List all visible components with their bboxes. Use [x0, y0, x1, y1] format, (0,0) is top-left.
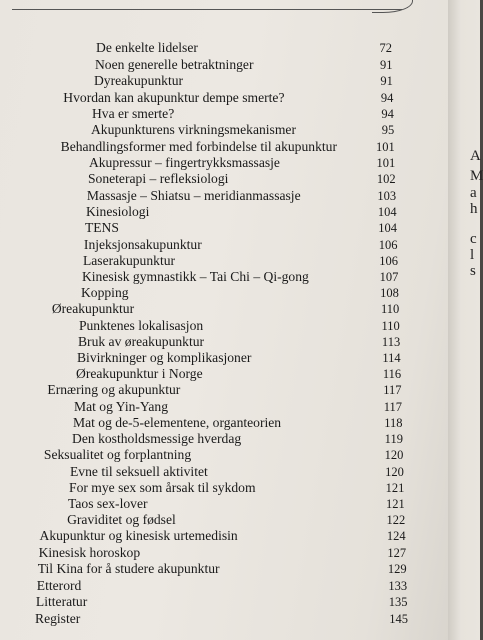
toc-leader-dots: [213, 464, 370, 480]
toc-entry[interactable]: [37, 578, 407, 594]
toc-entry-title: Punktenes lokalisasjon: [78, 318, 204, 333]
toc-page-number: 120: [385, 465, 404, 479]
toc-entry[interactable]: [35, 611, 408, 627]
toc-leader-dots: [285, 155, 361, 171]
toc-page-number: 124: [386, 529, 406, 543]
toc-entry-title: Taos sex-lover: [68, 496, 148, 511]
toc-page-number: 104: [378, 221, 398, 235]
facing-page-edge: [448, 0, 483, 640]
toc-leader-dots: [301, 122, 360, 138]
toc-entry-title: Massasje – Shiatsu – meridianmassasje: [86, 188, 301, 203]
toc-entry[interactable]: [95, 57, 393, 73]
toc-leader-dots: [134, 285, 365, 301]
toc-entry[interactable]: [91, 122, 394, 138]
toc-leader-dots: [259, 57, 359, 73]
toc-leader-dots: [87, 578, 373, 594]
toc-entry[interactable]: [68, 496, 405, 512]
toc-leader-dots: [124, 220, 363, 236]
toc-page-number: 104: [377, 205, 397, 219]
toc-entry-title: Dyreakupunktur: [93, 73, 184, 88]
toc-page-number: 120: [384, 448, 404, 462]
toc-leader-dots: [185, 382, 367, 398]
toc-entry-title: Kinesiologi: [85, 204, 150, 219]
toc-page-number: 94: [380, 91, 394, 105]
toc-entry[interactable]: [77, 350, 401, 366]
toc-entry[interactable]: [74, 399, 402, 415]
toc-page-number: 101: [376, 140, 395, 154]
toc-entry-title: Mat og Yin-Yang: [73, 399, 169, 414]
toc-entry[interactable]: [40, 528, 406, 544]
toc-page-number: 102: [376, 172, 396, 186]
toc-entry-title: Etterord: [36, 578, 82, 593]
facing-page-text-fragment: a: [470, 185, 477, 201]
toc-leader-dots: [289, 90, 359, 106]
toc-leader-dots: [233, 171, 362, 187]
toc-entry[interactable]: [69, 480, 404, 496]
toc-leader-dots: [243, 528, 372, 544]
toc-entry[interactable]: [72, 431, 403, 447]
toc-entry-title: Den kostholdsmessige hverdag: [72, 431, 242, 446]
toc-page-number: 91: [380, 74, 393, 88]
toc-leader-dots: [181, 512, 371, 528]
toc-leader-dots: [246, 431, 369, 447]
toc-entry-title: Bivirkninger og komplikasjoner: [76, 350, 252, 365]
toc-page-number: 145: [389, 612, 408, 626]
toc-entry-title: Hvordan kan akupunktur dempe smerte?: [63, 90, 285, 105]
toc-page-number: 107: [379, 270, 399, 284]
toc-page-number: 133: [388, 579, 408, 593]
toc-leader-dots: [207, 237, 364, 253]
toc-page-number: 113: [381, 335, 401, 349]
toc-entry[interactable]: [82, 269, 398, 285]
toc-leader-dots: [85, 611, 374, 627]
toc-leader-dots: [152, 496, 371, 512]
toc-entry[interactable]: [84, 237, 398, 253]
toc-entry[interactable]: [94, 73, 393, 89]
facing-page-text-fragment: A: [470, 148, 481, 164]
toc-entry-title: Øreakupunktur: [51, 301, 135, 316]
toc-leader-dots: [154, 204, 363, 220]
toc-entry-title: Akupressur – fingertrykksmassasje: [88, 155, 280, 170]
toc-entry-title: Noen generelle betraktninger: [94, 57, 254, 72]
toc-page-number: 101: [376, 156, 396, 170]
toc-entry[interactable]: [70, 464, 404, 480]
toc-entry[interactable]: [87, 188, 396, 204]
toc-entry-title: Behandlingsformer med forbindelse til akupunktur: [60, 139, 337, 154]
toc-entry[interactable]: [81, 285, 399, 301]
toc-entry-title: Akupunktur og kinesisk urtemedisin: [39, 528, 238, 543]
toc-entry[interactable]: [78, 334, 400, 350]
toc-entry-title: Seksualitet og forplantning: [43, 447, 192, 462]
toc-entry-title: Hva er smerte?: [91, 106, 175, 121]
toc-leader-dots: [188, 73, 359, 89]
toc-entry-title: Akupunkturens virkningsmekanismer: [90, 122, 296, 137]
toc-leader-dots: [314, 269, 364, 285]
toc-page-number: 103: [377, 189, 397, 203]
toc-entry-title: Kopping: [80, 285, 129, 300]
toc-leader-dots: [256, 350, 367, 366]
toc-page-number: 121: [386, 497, 405, 511]
facing-page-text-fragment: M: [470, 168, 483, 184]
toc-entry-title: Injeksjonsakupunktur: [83, 237, 202, 252]
toc-leader-dots: [342, 139, 361, 155]
toc-page-number: 106: [379, 254, 398, 268]
toc-leader-dots: [179, 106, 360, 122]
toc-page-number: 110: [381, 319, 400, 333]
toc-page-number: 118: [384, 416, 403, 430]
toc-entry-title: Evne til seksuell aktivitet: [70, 464, 208, 479]
toc-entry[interactable]: [47, 382, 401, 398]
toc-leader-dots: [139, 301, 365, 317]
toc-page-number: 117: [383, 383, 402, 397]
toc-entry-title: Register: [35, 611, 81, 626]
toc-page-number: 108: [380, 286, 399, 300]
toc-page-number: 127: [387, 546, 407, 560]
toc-entry[interactable]: [39, 545, 407, 561]
toc-page-number: 94: [381, 107, 394, 121]
toc-entry-title: Kinesisk horoskop: [38, 545, 141, 560]
toc-leader-dots: [261, 480, 370, 496]
toc-page-number: 91: [379, 58, 393, 72]
toc-entry-title: Litteratur: [35, 594, 88, 609]
toc-leader-dots: [286, 415, 368, 431]
toc-entry[interactable]: [38, 561, 407, 577]
facing-page-text-fragment: s: [470, 263, 476, 279]
toc-entry-title: Graviditet og fødsel: [67, 512, 176, 527]
toc-leader-dots: [92, 594, 374, 610]
toc-entry[interactable]: [96, 40, 392, 56]
toc-leader-dots: [209, 334, 366, 350]
toc-page-number: 116: [382, 367, 402, 381]
facing-page-text-fragment: l: [470, 247, 475, 263]
toc-page-number: 135: [388, 595, 408, 609]
toc-entry-title: Soneterapi – refleksiologi: [87, 171, 229, 186]
toc-entry[interactable]: [86, 204, 397, 220]
toc-leader-dots: [306, 188, 362, 204]
toc-entry[interactable]: [89, 155, 395, 171]
toc-entry[interactable]: [61, 139, 395, 155]
toc-entry-title: Kinesisk gymnastikk – Tai Chi – Qi-gong: [81, 269, 309, 284]
toc-entry[interactable]: [85, 220, 397, 236]
toc-entry-title: Øreakupunktur i Norge: [76, 366, 203, 381]
toc-entry[interactable]: [83, 253, 398, 269]
toc-leader-dots: [203, 40, 358, 56]
toc-entry[interactable]: [63, 90, 393, 106]
toc-entry[interactable]: [67, 512, 405, 528]
toc-page-number: 122: [386, 513, 406, 527]
toc-entry[interactable]: [79, 318, 400, 334]
toc-leader-dots: [225, 561, 373, 577]
toc-page-number: 114: [382, 351, 401, 365]
toc-page-number: 117: [383, 400, 403, 414]
toc-entry[interactable]: [88, 171, 396, 187]
toc-entry-title: Laserakupunktur: [82, 253, 176, 268]
toc-entry[interactable]: [44, 447, 404, 463]
toc-page-number: 121: [385, 481, 405, 495]
facing-page-text-fragment: c: [470, 231, 477, 247]
toc-entry-title: TENS: [84, 220, 119, 235]
toc-entry-title: Mat og de-5-elementene, organteorien: [73, 415, 282, 430]
toc-page-number: 95: [381, 123, 395, 137]
toc-leader-dots: [180, 253, 364, 269]
toc-entry-title: Ernæring og akupunktur: [47, 382, 181, 397]
toc-entry-title: Til Kina for å studere akupunktur: [37, 561, 220, 576]
toc-entry[interactable]: [73, 415, 402, 431]
toc-page-number: 106: [378, 238, 398, 252]
toc-entry-title: For mye sex som årsak til sykdom: [69, 480, 256, 495]
toc-page-number: 72: [379, 41, 392, 55]
toc-entry-title: Bruk av øreakupunktur: [77, 334, 205, 349]
toc-leader-dots: [208, 318, 366, 334]
toc-page-number: 119: [384, 432, 403, 446]
toc-page-number: 110: [381, 302, 400, 316]
toc-entry[interactable]: [92, 106, 394, 122]
toc-entry[interactable]: [36, 594, 408, 610]
toc-page-number: 129: [387, 562, 407, 576]
toc-leader-dots: [173, 399, 368, 415]
toc-leader-dots: [146, 545, 373, 561]
toc-leader-dots: [196, 447, 370, 463]
toc-entry[interactable]: [76, 366, 401, 382]
toc-entry[interactable]: [52, 301, 399, 317]
toc-entry-title: De enkelte lidelser: [96, 40, 198, 55]
toc-leader-dots: [208, 366, 367, 382]
facing-page-text-fragment: h: [470, 201, 478, 217]
